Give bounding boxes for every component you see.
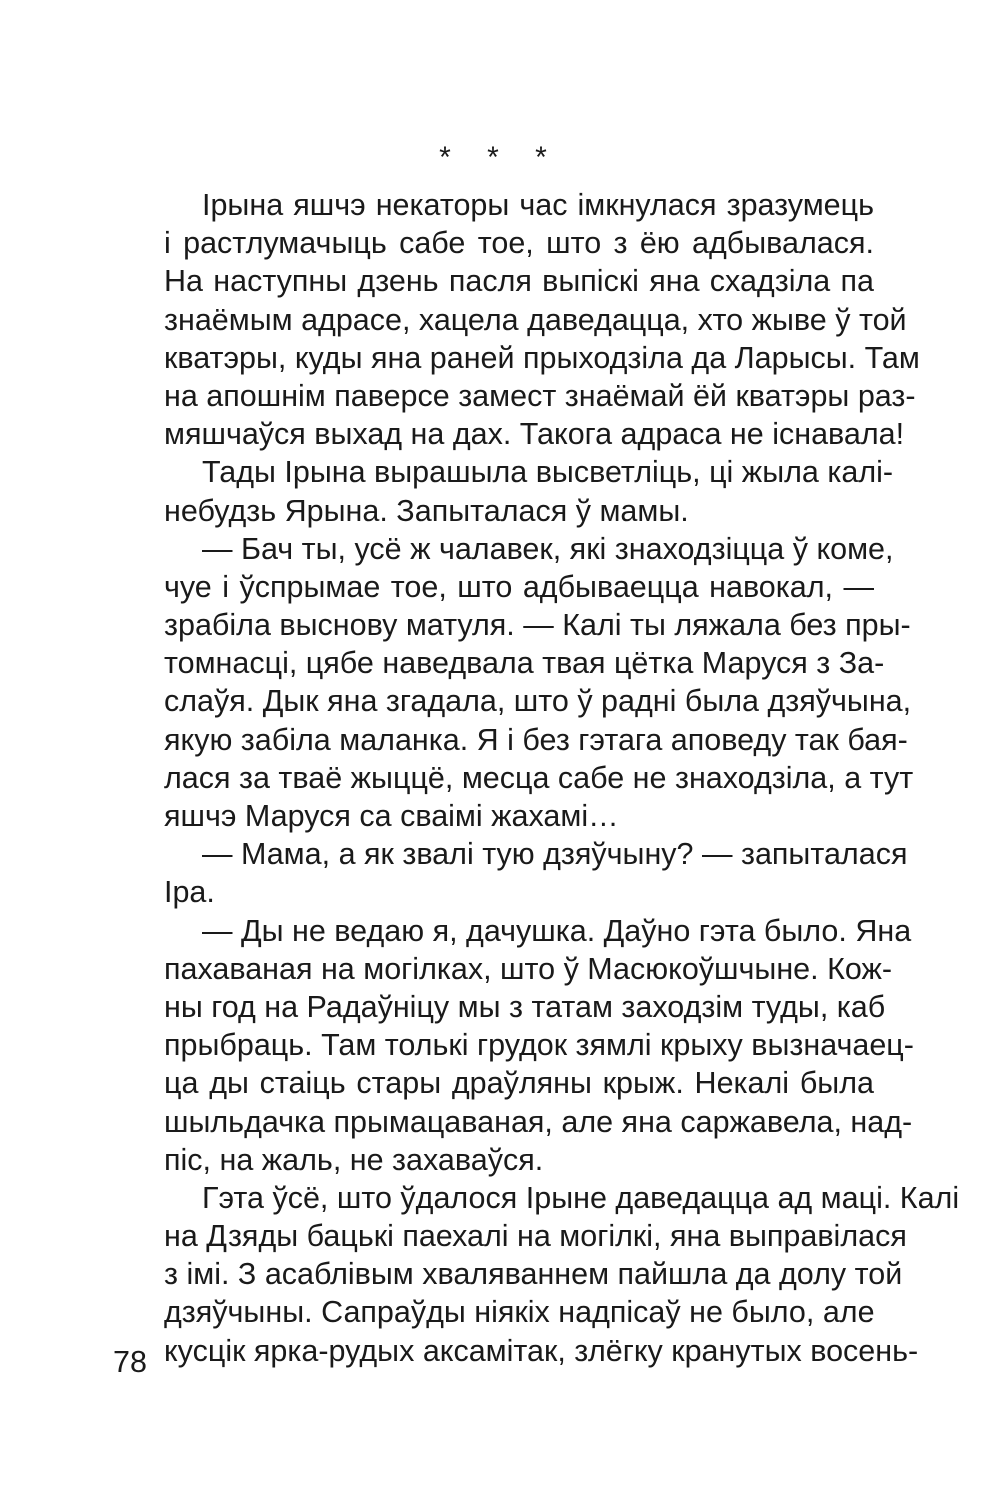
text-line: — Бач ты, усё ж чалавек, які знаходзіцца ў коме, [202, 531, 894, 566]
text-line: на апошнім паверсе замест знаёмай ёй кватэры раз- [164, 378, 916, 413]
text-line: пахаваная на могілках, што ў Масюкоўшчыне. Кож- [164, 951, 893, 986]
text-line: Гэта ўсё, што ўдалося Ірыне даведацца ад маці. Калі [202, 1180, 960, 1215]
text-line: лася за тваё жыццё, месца сабе не знаходзіла, а тут [164, 760, 914, 795]
text-line: знаёмым адрасе, хацела даведацца, хто жыве ў той [164, 302, 907, 337]
text-line: ны год на Радаўніцу мы з татам заходзім туды, каб [164, 989, 886, 1024]
text-line: шыльдачка прымацаваная, але яна саржавела, над- [164, 1104, 913, 1139]
text-line: кусцік ярка-рудых аксамітак, злёгку кранутых восень- [164, 1333, 919, 1368]
text-line: Ірына яшчэ некаторы час імкнулася зразумець [202, 188, 874, 222]
text-line: з імі. З асаблівым хваляваннем пайшла да долу той [164, 1257, 903, 1292]
page-number: 78 [113, 1345, 147, 1379]
text-line: — Ды не ведаю я, дачушка. Даўно гэта было. Яна [202, 913, 912, 948]
section-separator: * * * [439, 141, 561, 174]
body-text [164, 186, 960, 1370]
text-line: Іра. [164, 875, 215, 910]
text-line: ца ды стаіць стары драўляны крыж. Некалі была [164, 1066, 874, 1101]
text-line: кватэры, куды яна раней прыходзіла да Ларысы. Там [164, 340, 920, 375]
text-line: яшчэ Маруся са сваімі жахамі… [164, 799, 619, 833]
text-line: слаўя. Дык яна згадала, што ў радні была дзяўчына, [164, 684, 912, 719]
text-line: і растлумачыць сабе тое, што з ёю адбывалася. [164, 226, 874, 261]
text-line: якую забіла маланка. Я і без гэтага аповеду так бая- [164, 722, 908, 757]
text-line: — Мама, а як звалі тую дзяўчыну? — запыталася [202, 837, 908, 872]
text-line: чуе і ўспрымае тое, што адбываецца навокал, — [164, 569, 874, 604]
text-line: томнасці, цябе наведвала твая цётка Маруся з За- [164, 646, 885, 681]
text-line: мяшчаўся выхад на дах. Такога адраса не існавала! [164, 417, 905, 452]
text-line: на Дзяды бацькі паехалі на могілкі, яна выправілася [164, 1219, 907, 1254]
text-line: піс, на жаль, не захаваўся. [164, 1142, 544, 1177]
text-line: зрабіла выснову матуля. — Калі ты ляжала без пры- [164, 608, 911, 643]
text-line: Тады Ірына вырашыла высветліць, ці жыла калі- [202, 455, 894, 490]
text-line: небудзь Ярына. Запыталася ў мамы. [164, 493, 689, 528]
text-line: дзяўчыны. Сапраўды ніякіх надпісаў не было, але [164, 1295, 875, 1330]
text-line: На наступны дзень пасля выпіскі яна схадзіла па [164, 264, 874, 299]
text-line: прыбраць. Там толькі грудок зямлі крыху вызначаец- [164, 1028, 914, 1063]
